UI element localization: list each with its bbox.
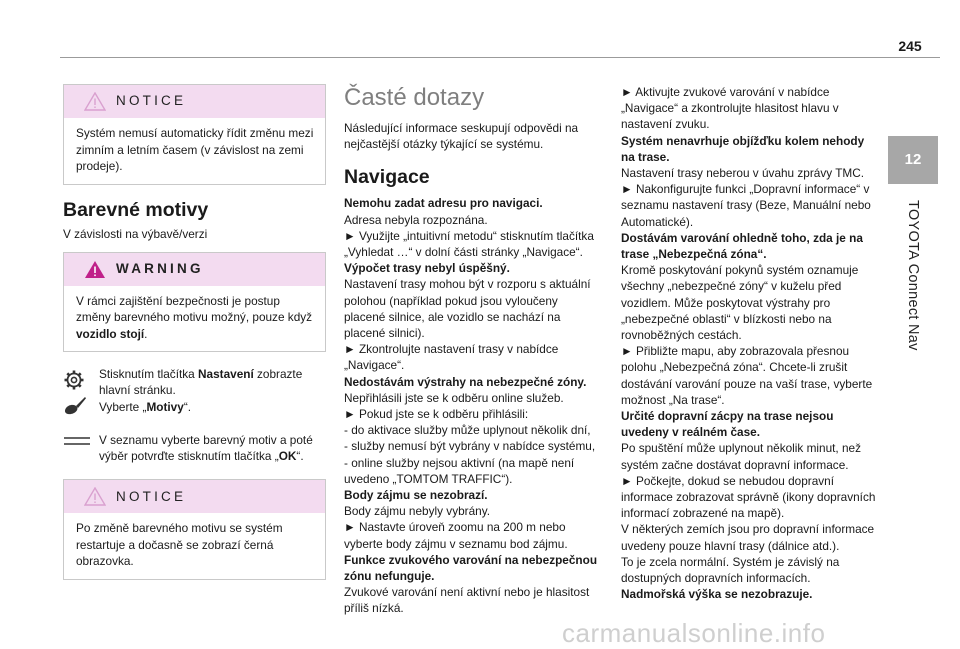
- step-themes-text: [99, 399, 326, 415]
- faq-question: Nedostávám výstrahy na nebezpečné zóny.: [344, 374, 587, 389]
- warning-text-main: V rámci zajištění bezpečnosti je postup změny barevného motivu možný, pouze když: [76, 293, 313, 325]
- faq-answer: Body zájmu nebyly vybrány.: [344, 504, 490, 519]
- notice-label: NOTICE: [116, 488, 187, 504]
- faq-question: Určité dopravní zácpy na trase nejsou uvedeny v reálném čase.: [621, 409, 834, 440]
- navigation-heading: Navigace: [344, 166, 430, 189]
- warning-box: [63, 252, 326, 353]
- faq-answer: ► Přibližte mapu, aby zobrazovala přesnou polohu „Nebezpečná zóna“. Chcete-li zrušit dostávání varování pouze na vaší trase, vyberte možnost „Na trase“.: [621, 344, 873, 407]
- step2-pre: Vyberte „: [99, 399, 147, 414]
- chapter-tab[interactable]: 12: [888, 136, 938, 184]
- faq-answer: - služby nemusí být vybrány v nabídce systému,: [344, 439, 596, 454]
- faq-answer: ► Aktivujte zvukové varování v nabídce „Navigace“ a zkontrolujte hlasitost hlavu v nastavení zvuku.: [621, 85, 839, 132]
- warning-header: [64, 253, 325, 286]
- warning-triangle-icon: [84, 487, 106, 506]
- faq-answer: ► Počkejte, dokud se nebudou dopravní informace zobrazovat správně (ikony dopravních informací zobrazené na mapě).: [621, 473, 876, 521]
- step2-post: “.: [183, 399, 192, 414]
- paint-brush-icon: [63, 395, 87, 417]
- faq-question: Dostávám varování ohledně toho, zda je na trase „Nebezpečná zóna“.: [621, 230, 863, 262]
- faq-question: Funkce zvukového varování na nebezpečnou zónu nefunguje.: [344, 552, 598, 584]
- watermark: carmanualsonline.info: [562, 618, 826, 648]
- chapter-title: TOYOTA Connect Nav: [905, 200, 921, 351]
- faq-answer: Nastavení trasy neberou v úvahu zprávy TMC.: [621, 166, 865, 181]
- faq-answer: Nastavení trasy mohou být v rozporu s aktuální polohou (například pokud jsou vyloučeny placené silnice, ale vozidlo se nachází na placené silnici).: [344, 277, 591, 341]
- faq-answer: - do aktivace služby může uplynout několik dní,: [344, 423, 591, 438]
- faq-answer: V některých zemích jsou pro dopravní informace uvedeny pouze hlavní trasy (dálnice atd.).: [621, 522, 875, 553]
- faq-answer: Po spuštění může uplynout několik minut, než systém začne dostávat dopravní informace.: [621, 441, 862, 472]
- faq-answer: Nepřihlásili jste se k odběru online služeb.: [344, 390, 564, 405]
- faq-answer: ► Nastavte úroveň zoomu na 200 m nebo vyberte body zájmu v seznamu bod zájmu.: [344, 520, 568, 551]
- faq-heading: Časté dotazy: [344, 84, 485, 111]
- step1-bold: Nastavení: [198, 367, 254, 382]
- warning-triangle-icon: [84, 92, 106, 111]
- warning-triangle-icon: [84, 260, 106, 279]
- step3-post: “.: [296, 449, 304, 464]
- faq-answer: - online služby nejsou aktivní (na mapě není uvedeno „TOMTOM TRAFFIC“).: [344, 455, 575, 486]
- notice-text: Systém nemusí automaticky řídit změnu mezi zimním a letním časem (v závislost na zemi prodeje).: [76, 126, 314, 173]
- faq-answer: Zvukové varování není aktivní nebo je hlasitost příliš nízká.: [344, 585, 590, 616]
- notice-header: [64, 480, 325, 513]
- warning-label: WARNING: [116, 261, 204, 277]
- column-left: [63, 84, 326, 580]
- faq-answer: ► Nakonfigurujte funkci „Dopravní informace“ v seznamu nastavení trasy (Beze, Manuální nebo Automatické).: [621, 182, 871, 229]
- faq-intro: Následující informace seskupují odpovědi na nejčastější otázky týkající se systému.: [344, 121, 579, 152]
- faq-answer: Adresa nebyla rozpoznána.: [344, 212, 488, 227]
- page-number: 245: [898, 38, 922, 54]
- faq-question: Výpočet trasy nebyl úspěšný.: [344, 261, 510, 276]
- notice-header: [64, 85, 325, 118]
- step-settings-text: [99, 366, 326, 398]
- faq-answer: ► Využijte „intuitivní metodu“ stisknutím tlačítka „Vyhledat …“ v dolní části stránky „Navigace“.: [344, 228, 594, 260]
- gear-icon: [63, 369, 85, 391]
- notice-label: NOTICE: [116, 93, 187, 109]
- step-select-text: [99, 432, 326, 464]
- step1-pre: Stisknutím tlačítka: [99, 367, 198, 382]
- step3-pre: V seznamu vyberte barevný motiv a poté výběr potvrďte stisknutím tlačítka „: [99, 432, 313, 464]
- warning-text: [64, 286, 325, 352]
- faq-answer: Kromě poskytování pokynů systém oznamuje všechny „nebezpečné zóny“ v kuželu před vozidlem. Může poskytovat výstrahy pro „nebezpečné oblasti“ v blízkosti nebo na rovnoběžných cestách.: [621, 263, 859, 343]
- step-select-theme: [63, 432, 326, 464]
- step-themes: [63, 399, 326, 421]
- column-right: [621, 84, 879, 603]
- chapter-title-vertical: [890, 200, 936, 410]
- section-heading-colors: Barevné motivy: [63, 198, 209, 221]
- faq-answer: ► Pokud jste se k odběru přihlásili:: [344, 407, 529, 422]
- list-icon: [63, 430, 91, 452]
- colors-intro: V závislosti na výbavě/verzi: [63, 226, 208, 241]
- faq-question: Nemohu zadat adresu pro navigaci.: [344, 196, 543, 211]
- notice-box-time: [63, 84, 326, 185]
- step-settings: [63, 366, 326, 398]
- warning-text-bold: vozidlo stojí: [76, 326, 145, 341]
- faq-answer: ► Zkontrolujte nastavení trasy v nabídce „Navigace“.: [344, 342, 559, 373]
- step1-post: zobrazte hlavní stránku.: [99, 367, 303, 398]
- column-middle: [344, 84, 602, 617]
- faq-question: Body zájmu se nezobrazí.: [344, 488, 488, 503]
- step2-bold: Motivy: [146, 399, 184, 414]
- header-rule: [60, 57, 940, 58]
- notice-text: Po změně barevného motivu se systém restartuje a dočasně se zobrazí černá obrazovka.: [76, 521, 283, 569]
- notice-box-restart: [63, 479, 326, 580]
- faq-answer: To je zcela normální. Systém je závislý na dostupných dopravních informacích.: [621, 554, 840, 586]
- step3-bold: OK: [278, 449, 297, 464]
- faq-question: Systém nenavrhuje objížďku kolem nehody na trase.: [621, 133, 865, 164]
- warning-text-end: .: [144, 326, 148, 341]
- faq-question: Nadmořská výška se nezobrazuje.: [621, 587, 813, 602]
